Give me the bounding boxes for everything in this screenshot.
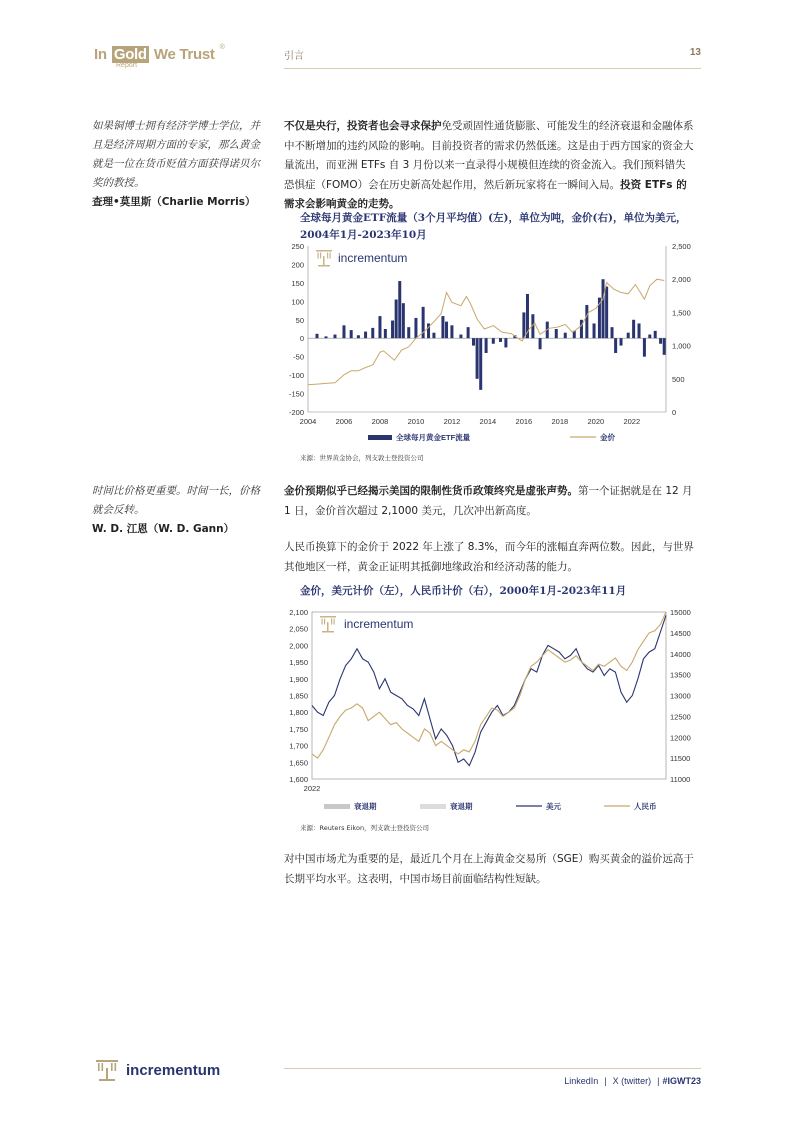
quote-author: 查理•莫里斯（Charlie Morris） — [92, 196, 256, 208]
x-tick-label: 2004 — [299, 417, 317, 426]
page-number: 13 — [689, 47, 701, 58]
y-left-tick-label: 2,100 — [289, 608, 308, 617]
etf-flow-bar — [407, 327, 410, 338]
logo-gold: Gold — [113, 46, 147, 63]
etf-flow-bar — [659, 338, 662, 344]
logo-registered: ® — [219, 44, 225, 51]
tree-branch — [324, 619, 325, 625]
paragraph-lead: 金价预期似乎已经揭示美国的限制性货币政策终究是虚张声势。 — [284, 485, 578, 497]
y-right-tick-label: 2,500 — [672, 242, 691, 251]
quote-author: W. D. 江恩（W. D. Gann） — [92, 523, 235, 535]
plot-frame — [312, 612, 666, 779]
footer-logo-text: incrementum — [126, 1061, 221, 1079]
tree-base — [318, 265, 330, 267]
y-left-tick-label: 0 — [299, 334, 304, 344]
x-tick-label: 2012 — [443, 417, 461, 426]
x-tick-label: 2008 — [371, 417, 389, 426]
etf-flow-bar — [467, 327, 470, 338]
y-right-tick-label: 14000 — [670, 649, 691, 659]
paragraph-rmb: 人民币换算下的金价于 2022 年上涨了 8.3%，而今年的涨幅直奔两位数。因此，与世界其他地区一样，黄金正证明其抵御地缘政治和经济动荡的能力。 — [284, 541, 694, 573]
etf-flow-bar — [342, 325, 345, 338]
y-left-tick-label: 1,700 — [289, 741, 308, 751]
paragraph-investors — [284, 117, 694, 215]
legend-swatch-recession — [324, 804, 350, 809]
etf-flow-bar — [602, 279, 605, 338]
etf-flow-bar — [632, 320, 635, 338]
chart-watermark: incrementum — [338, 251, 408, 265]
tree-branch — [334, 619, 335, 625]
etf-flow-bar — [620, 338, 623, 345]
etf-flow-bar — [450, 325, 453, 338]
etf-flow-bar — [555, 329, 558, 338]
y-right-tick-label: 1,000 — [672, 341, 691, 351]
y-right-tick-label: 500 — [672, 374, 685, 384]
etf-flow-bar — [485, 338, 488, 353]
tree-branch — [331, 619, 332, 625]
y-right-tick-label: 13000 — [670, 691, 691, 701]
tree-crown — [316, 250, 332, 252]
tree-base — [322, 631, 334, 633]
etf-flow-bar — [492, 338, 495, 344]
paragraph-body: 第一个证据就是在 12 月 1 日，金价首次超过 2,1000 美元，几次冲出新高度。 — [284, 485, 693, 517]
paragraph-lead: 不仅是央行，投资者也会寻求保护 — [284, 120, 442, 132]
y-right-tick-label: 14500 — [670, 628, 691, 638]
etf-flow-bar — [564, 333, 567, 339]
twitter-link[interactable]: X (twitter) — [612, 1076, 652, 1086]
incrementum-tree-icon — [316, 250, 332, 267]
legend-label-etf: 全球每月黄金ETF流量 — [396, 433, 471, 442]
etf-flow-bar — [357, 335, 360, 338]
legend-label-rmb: 人民币 — [634, 802, 657, 811]
report-logo — [94, 44, 225, 78]
etf-flow-bar — [414, 318, 417, 338]
etf-flow-bar — [391, 321, 394, 339]
x-tick-label: 2006 — [335, 417, 353, 426]
etf-flow-bar — [333, 335, 336, 339]
header-divider — [284, 68, 701, 69]
etf-flow-bar — [315, 334, 318, 338]
y-left-tick-label: 2,050 — [289, 624, 308, 634]
y-left-tick-label: 1,600 — [289, 775, 308, 784]
etf-flow-bar — [441, 316, 444, 338]
y-left-tick-label: 1,800 — [289, 708, 308, 718]
paragraph-gold-price — [284, 482, 694, 521]
etf-flow-bar — [384, 329, 387, 338]
tree-branch — [320, 253, 321, 259]
incrementum-tree-icon — [320, 616, 336, 633]
etf-flow-bar — [432, 333, 435, 339]
etf-flows-chart — [284, 240, 704, 450]
tree-trunk — [323, 256, 325, 266]
etf-flow-bar — [605, 287, 608, 339]
x-tick-label: 2014 — [479, 417, 497, 426]
y-left-tick-label: 100 — [291, 297, 304, 307]
legend-swatch-recession — [420, 804, 446, 809]
y-left-tick-label: 1,650 — [289, 758, 308, 768]
tree-branch — [318, 253, 319, 259]
y-right-tick-label: 13500 — [670, 670, 691, 680]
etf-flow-bar — [654, 331, 657, 338]
y-right-tick-label: 15000 — [670, 608, 691, 617]
etf-flow-bar — [611, 327, 614, 338]
y-right-tick-label: 12500 — [670, 712, 691, 722]
etf-flow-bar — [459, 335, 462, 339]
usd-gold-line — [312, 615, 666, 765]
y-left-tick-label: -50 — [293, 352, 304, 362]
etf-flow-bar — [499, 338, 502, 342]
etf-flow-bar — [472, 338, 475, 345]
gold-usd-rmb-chart — [284, 604, 704, 820]
legend-label-recession: 衰退期 — [354, 802, 377, 811]
y-right-tick-label: 11500 — [670, 754, 691, 764]
x-tick-label: 2018 — [551, 417, 569, 426]
etf-flow-bar — [479, 338, 482, 390]
incrementum-tree-icon — [94, 1058, 120, 1082]
etf-flow-bar — [504, 338, 507, 347]
paragraph-conclusion: 投资 ETFs 的需求会影响黄金的走势。 — [284, 178, 687, 210]
sidebar-quote-1 — [92, 117, 267, 212]
footer-links — [561, 1076, 701, 1086]
tree-branch — [330, 253, 331, 259]
tree-branch — [322, 619, 323, 625]
y-right-tick-label: 11000 — [670, 775, 691, 784]
etf-flow-bar — [395, 299, 398, 338]
etf-flow-bar — [350, 330, 353, 338]
tree-branch — [327, 253, 328, 259]
etf-flow-bar — [371, 328, 374, 338]
y-right-tick-label: 2,000 — [672, 275, 691, 285]
y-right-tick-label: 0 — [672, 408, 677, 417]
etf-flow-bar — [614, 338, 617, 353]
paragraph-body: 免受顽固性通货膨胀、可能发生的经济衰退和金融体系中不断增加的违约风险的影响。目前投资者的需求仍然低迷。这是由于西方国家的资金大量流出，而亚洲 ETFs 自 3 月份以来一直录得小规模但连续的资金流入。我们预料错失恐惧症（FOMO）会在历史新高处起作用，然后新玩家将在一瞬间入局。 — [284, 120, 694, 191]
paragraph-china-market: 对中国市场尤为重要的是，最近几个月在上海黄金交易所（SGE）购买黄金的溢价远高于长期平均水平。这表明，中国市场目前面临结构性短缺。 — [284, 853, 694, 885]
footer-separator: | — [604, 1076, 607, 1086]
etf-flow-bar — [580, 320, 583, 338]
logo-in: In — [94, 46, 107, 63]
legend-swatch-etf — [368, 435, 392, 440]
y-left-tick-label: -150 — [288, 389, 304, 399]
rmb-gold-line — [312, 612, 666, 758]
logo-we-trust: We Trust — [153, 46, 215, 63]
chart1-source: 来源：世界黄金协会，列支敦士登投资公司 — [300, 454, 424, 462]
y-left-tick-label: 50 — [295, 315, 304, 325]
quote-text: 如果铜博士拥有经济学博士学位，并且是经济周期方面的专家，那么黄金就是一位在货币贬值方面获得诺贝尔奖的教授。 — [92, 120, 260, 189]
y-left-tick-label: 200 — [291, 260, 304, 270]
y-left-tick-label: -100 — [288, 371, 304, 381]
y-right-tick-label: 12000 — [670, 733, 691, 743]
footer-logo — [94, 1058, 220, 1082]
y-left-tick-label: 1,750 — [289, 724, 308, 734]
etf-flow-bar — [364, 332, 367, 339]
tree-trunk — [327, 622, 329, 632]
etf-flow-bar — [476, 338, 479, 379]
x-tick-label: 2010 — [407, 417, 425, 426]
y-left-tick-label: 1,850 — [289, 691, 308, 701]
quote-text: 时间比价格更重要。时间一长，价格就会反转。 — [92, 485, 260, 516]
logo-report: Report — [116, 62, 138, 69]
etf-flow-bar — [445, 322, 448, 339]
y-left-tick-label: -200 — [288, 408, 304, 417]
etf-flow-bar — [643, 338, 646, 356]
legend-label-gold: 金价 — [600, 433, 615, 442]
x-tick-label: 2020 — [587, 417, 605, 426]
etf-flow-bar — [378, 316, 381, 338]
legend-label-usd: 美元 — [546, 802, 561, 811]
etf-flow-bar — [539, 338, 542, 349]
etf-flow-bar — [663, 338, 666, 355]
y-left-tick-label: 2,000 — [289, 641, 308, 651]
x-tick-label: 2022 — [303, 784, 321, 793]
etf-flow-bar — [402, 303, 405, 338]
chart-watermark: incrementum — [344, 617, 414, 631]
y-right-tick-label: 1,500 — [672, 308, 691, 318]
y-left-tick-label: 1,900 — [289, 674, 308, 684]
chart2-title: 金价，美元计价（左），人民币计价（右），2000年1月-2023年11月 — [300, 585, 627, 597]
etf-flow-bar — [522, 312, 525, 338]
footer-separator: | — [657, 1076, 660, 1086]
chart1-title: 全球每月黄金ETF流量（3个月平均值）(左)，单位为吨，金价(右)，单位为美元，2004年1月-2023年10月 — [300, 212, 687, 241]
etf-flow-bar — [627, 333, 630, 339]
linkedin-link[interactable]: LinkedIn — [564, 1076, 599, 1086]
footer-divider — [284, 1068, 701, 1069]
sidebar-quote-2 — [92, 482, 267, 539]
section-title: 引言 — [284, 51, 304, 62]
x-tick-label: 2016 — [515, 417, 533, 426]
y-left-tick-label: 1,950 — [289, 658, 308, 668]
etf-flow-bar — [585, 305, 588, 338]
hashtag-link[interactable]: #IGWT23 — [662, 1076, 701, 1086]
y-left-tick-label: 150 — [291, 278, 304, 288]
y-left-tick-label: 250 — [291, 242, 304, 251]
chart2-source: 来源：Reuters Eikon，列支敦士登投资公司 — [300, 824, 430, 832]
etf-flow-bar — [638, 323, 641, 338]
etf-flow-bar — [593, 323, 596, 338]
x-tick-label: 2022 — [623, 417, 641, 426]
etf-flow-bar — [324, 336, 327, 338]
etf-flow-bar — [398, 281, 401, 338]
legend-label-recession: 衰退期 — [450, 802, 473, 811]
tree-crown — [320, 616, 336, 618]
etf-flow-bar — [648, 335, 651, 339]
